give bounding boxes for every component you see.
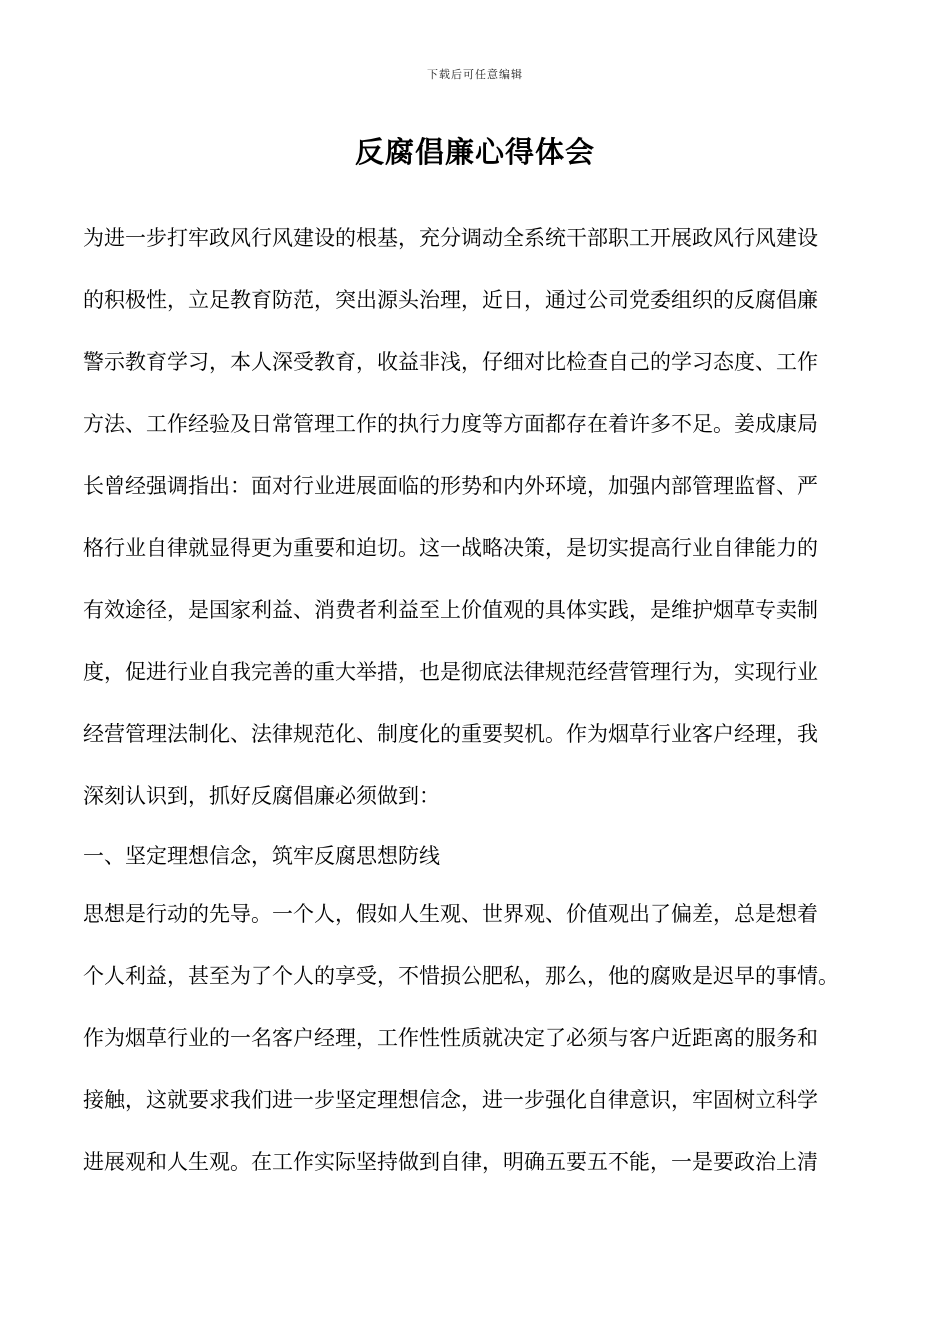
body-line: 度，促进行业自我完善的重大举措，也是彻底法律规范经营管理行为，实现行业 xyxy=(83,660,818,684)
body-line: 进展观和人生观。在工作实际坚持做到自律，明确五要五不能，一是要政治上清 xyxy=(83,1150,818,1174)
body-line: 个人利益，甚至为了个人的享受，不惜损公肥私，那么，他的腐败是迟早的事情。 xyxy=(83,964,839,988)
body-line: 为进一步打牢政风行风建设的根基，充分调动全系统干部职工开展政风行风建设 xyxy=(83,226,818,250)
body-line: 方法、工作经验及日常管理工作的执行力度等方面都存在着许多不足。姜成康局 xyxy=(83,412,818,436)
body-line: 有效途径，是国家利益、消费者利益至上价值观的具体实践，是维护烟草专卖制 xyxy=(83,598,818,622)
body-line: 长曾经强调指出：面对行业进展面临的形势和内外环境，加强内部管理监督、严 xyxy=(83,474,818,498)
body-line: 的积极性，立足教育防范，突出源头治理，近日，通过公司党委组织的反腐倡廉 xyxy=(83,288,818,312)
header-note: 下载后可任意编辑 xyxy=(427,68,523,81)
body-line: 格行业自律就显得更为重要和迫切。这一战略决策，是切实提高行业自律能力的 xyxy=(83,536,818,560)
section-heading: 一、坚定理想信念，筑牢反腐思想防线 xyxy=(83,844,440,868)
body-line: 思想是行动的先导。一个人，假如人生观、世界观、价值观出了偏差，总是想着 xyxy=(83,902,818,926)
body-line: 经营管理法制化、法律规范化、制度化的重要契机。作为烟草行业客户经理，我 xyxy=(83,722,818,746)
body-line: 作为烟草行业的一名客户经理，工作性性质就决定了必须与客户近距离的服务和 xyxy=(83,1026,818,1050)
body-line: 接触，这就要求我们进一步坚定理想信念，进一步强化自律意识，牢固树立科学 xyxy=(83,1088,818,1112)
body-line: 深刻认识到，抓好反腐倡廉必须做到： xyxy=(83,784,440,808)
body-line: 警示教育学习，本人深受教育，收益非浅，仔细对比检查自己的学习态度、工作 xyxy=(83,350,818,374)
document-title: 反腐倡廉心得体会 xyxy=(354,135,595,169)
